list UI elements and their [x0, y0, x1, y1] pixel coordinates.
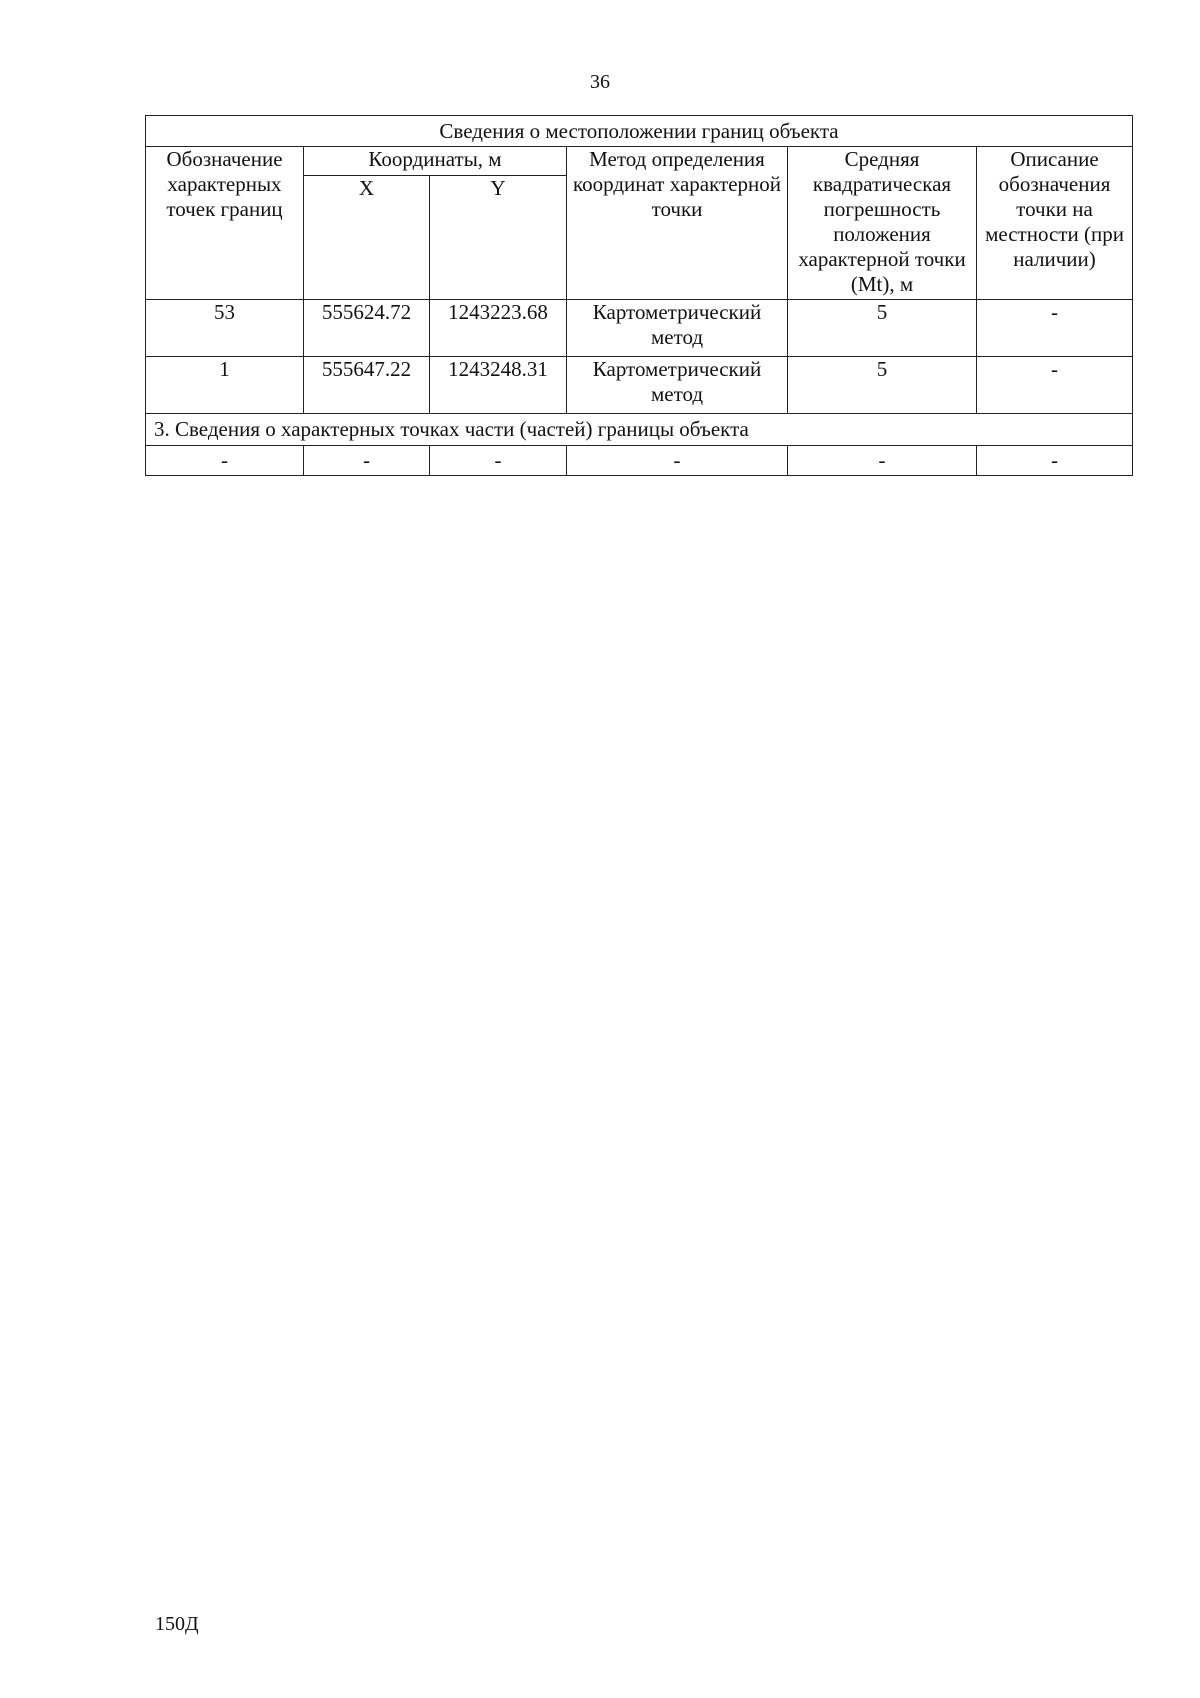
section-3-cell: -	[304, 446, 430, 476]
cell-x: 555624.72	[304, 300, 430, 357]
header-method: Метод определения координат характерной точки	[567, 147, 788, 300]
page-number: 36	[590, 71, 610, 93]
cell-error: 5	[788, 300, 977, 357]
table-title: Сведения о местоположении границ объекта	[146, 116, 1133, 147]
cell-point: 53	[146, 300, 304, 357]
section-3-cell: -	[567, 446, 788, 476]
table-title-row	[146, 116, 1133, 147]
table-header-row	[146, 147, 1133, 176]
cell-y: 1243223.68	[430, 300, 567, 357]
header-x: X	[304, 176, 430, 300]
table-row	[146, 300, 1133, 357]
cell-description: -	[977, 300, 1133, 357]
section-3-cell: -	[430, 446, 567, 476]
header-mean-error: Средняя квадратическая погрешность положения характерной точки (Mt), м	[788, 147, 977, 300]
cell-y: 1243248.31	[430, 357, 567, 414]
cell-method: Картометрический метод	[567, 300, 788, 357]
header-point-designation: Обозначение характерных точек границ	[146, 147, 304, 300]
table-row	[146, 357, 1133, 414]
cell-description: -	[977, 357, 1133, 414]
section-3-title-row	[146, 414, 1133, 446]
header-y: Y	[430, 176, 567, 300]
cell-x: 555647.22	[304, 357, 430, 414]
boundary-points-table	[145, 115, 1133, 476]
cell-error: 5	[788, 357, 977, 414]
section-3-cell: -	[146, 446, 304, 476]
cell-method: Картометрический метод	[567, 357, 788, 414]
cell-point: 1	[146, 357, 304, 414]
footer-code: 150Д	[155, 1613, 199, 1635]
section-3-cell: -	[977, 446, 1133, 476]
header-coordinates: Координаты, м	[304, 147, 567, 176]
section-3-cell: -	[788, 446, 977, 476]
section-3-row	[146, 446, 1133, 476]
header-description: Описание обозначения точки на местности (при наличии)	[977, 147, 1133, 300]
section-3-title: 3. Сведения о характерных точках части (частей) границы объекта	[146, 414, 1133, 446]
